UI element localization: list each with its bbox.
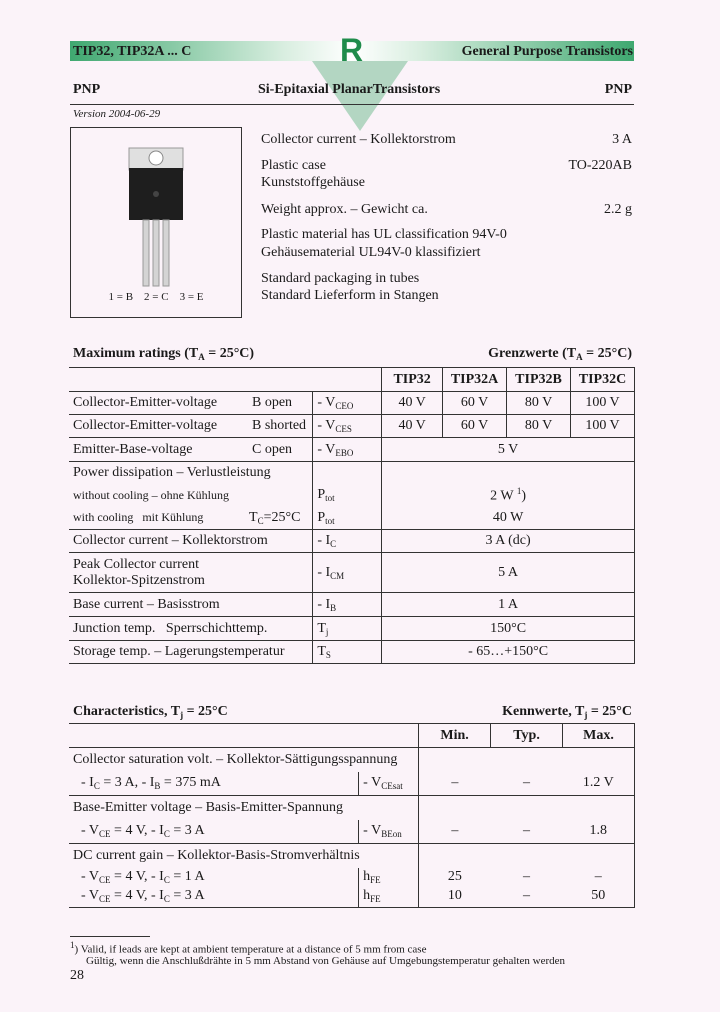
spec-current-label: Collector current – Kollektorstrom xyxy=(261,132,456,147)
col-header: TIP32C xyxy=(570,368,634,392)
table-row: Collector saturation volt. – Kollektor-Sättigungsspannung xyxy=(69,748,635,772)
spec-weight-label: Weight approx. – Gewicht ca. xyxy=(261,202,428,217)
table-row: - $V_{CE} = 4$ V, - $I_C = 3$ A - $V_{BEon}$ – – 1.8 xyxy=(69,820,635,844)
col-header: TIP32B xyxy=(507,368,571,392)
col-header: TIP32A xyxy=(443,368,507,392)
table-header-row xyxy=(69,368,635,392)
table-row: Emitter-Base-voltage C open - $V_{EBO}$ 5 V xyxy=(69,438,635,462)
footnote-line2: Gültig, wenn die Anschlußdrähte in 5 mm Abstand von Gehäuse auf Umgebungstemperatur gehalten werden xyxy=(86,955,565,967)
footnote-line1: $^1$) Valid, if leads are kept at ambient temperature at a distance of 5 mm from case xyxy=(70,940,427,956)
part-title: TIP32, TIP32A ... C xyxy=(73,44,192,59)
table-row: Collector-Emitter-voltage B shorted - $V_{CES}$ 40 V 60 V 80 V 100 V xyxy=(69,415,635,438)
table-row: - $V_{CE} = 4$ V, - $I_C = 3$ A $h_{FE}$ 10 – 50 xyxy=(69,886,635,908)
spec-ul-label-de: Gehäusematerial UL94V-0 klassifiziert xyxy=(261,245,481,260)
divider xyxy=(70,104,634,105)
spec-case-label: Plastic case xyxy=(261,158,326,173)
version: Version 2004-06-29 xyxy=(73,108,161,120)
type-left: PNP xyxy=(73,82,101,97)
table-row: - $I_C = 3$ A, - $I_B = 375$ mA - $V_{CEsat}$ – – 1.2 V xyxy=(69,772,635,796)
table-row: without cooling – ohne Kühlung $P_{tot}$ 2 W $^1$) xyxy=(69,484,635,507)
footnote-divider xyxy=(70,936,150,937)
table-row: Collector-Emitter-voltage B open - $V_{CEO}$ 40 V 60 V 80 V 100 V xyxy=(69,392,635,415)
table-row: DC current gain – Kollektor-Basis-Stromverhältnis xyxy=(69,844,635,868)
max-ratings-title: Maximum ratings $(T_A = 25^\circ C)$ xyxy=(73,346,255,362)
spec-pack-label-de: Standard Lieferform in Stangen xyxy=(261,288,439,303)
max-ratings-title-de: Grenzwerte $(T_A = 25^\circ C)$ xyxy=(488,346,632,362)
table-row: Peak Collector current Kollektor-Spitzenstrom - $I_{CM}$ 5 A xyxy=(69,553,635,593)
characteristics-table xyxy=(69,723,635,908)
table-row: - $V_{CE} = 4$ V, - $I_C = 1$ A $h_{FE}$ 25 – – xyxy=(69,868,635,886)
transistor-icon xyxy=(71,128,241,317)
logo-icon: R xyxy=(340,32,364,68)
table-header-row: Min. Typ. Max. xyxy=(69,724,635,748)
table-row: Junction temp. Sperrschichttemp. $T_j$ 150°C xyxy=(69,617,635,641)
characteristics-title: Characteristics, $T_j = 25^\circ C$ xyxy=(73,704,228,720)
subtitle: Si-Epitaxial PlanarTransistors xyxy=(258,82,441,97)
spec-case-value: TO-220AB xyxy=(568,158,632,173)
table-row: Collector current – Kollektorstrom - $I_C$ 3 A (dc) xyxy=(69,530,635,553)
col-header: TIP32 xyxy=(382,368,443,392)
table-row: Base current – Basisstrom - $I_B$ 1 A xyxy=(69,593,635,617)
table-row: Power dissipation – Verlustleistung xyxy=(69,462,635,484)
spec-current-value: 3 A xyxy=(612,132,632,147)
type-right: PNP xyxy=(604,82,632,97)
spec-ul-label: Plastic material has UL classification 94V-0 xyxy=(261,227,507,242)
max-ratings-table xyxy=(69,367,635,664)
spec-case-label-de: Kunststoffgehäuse xyxy=(261,175,365,190)
spec-pack-label: Standard packaging in tubes xyxy=(261,271,420,286)
pin-legend: 1 = B 2 = C 3 = E xyxy=(108,291,204,303)
table-row: with cooling mit Kühlung $T_C=25^\circ C$ $P_{tot}$ 40 W xyxy=(69,507,635,530)
characteristics-title-de: Kennwerte, $T_j = 25^\circ C$ xyxy=(502,704,632,720)
page-number: 28 xyxy=(70,968,84,983)
spec-weight-value: 2.2 g xyxy=(604,202,632,217)
package-figure xyxy=(70,127,242,318)
table-row: Storage temp. – Lagerungstemperatur $T_S$ - 65…+150°C xyxy=(69,641,635,664)
category-title: General Purpose Transistors xyxy=(461,44,633,59)
table-row: Base-Emitter voltage – Basis-Emitter-Spannung xyxy=(69,796,635,820)
